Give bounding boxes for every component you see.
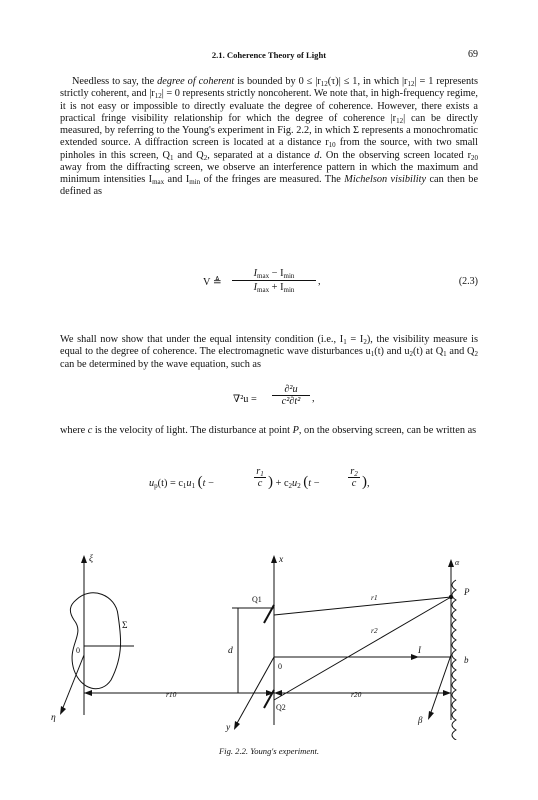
label-p: P: [464, 587, 470, 597]
running-head: 2.1. Coherence Theory of Light: [211, 50, 327, 60]
label-xi: ξ: [89, 554, 94, 564]
label-r10: r10: [166, 690, 177, 699]
label-q2: Q2: [276, 703, 286, 712]
label-eta: η: [51, 713, 56, 723]
fringe-pattern: [452, 580, 456, 740]
label-sigma: Σ: [122, 621, 128, 631]
label-d: d: [228, 646, 233, 656]
paragraph-wave-equation: We shall now show that under the equal intensity condition (i.e., $I_1 = I_2$), the visibility measure is equal to the degree of coherence. The electromagnetic wave disturbances $u_1(t)$ and $u_2(t)$ at $Q_1$ and $Q_2$ can be determined by the wave equation, such as: [60, 334, 479, 370]
label-y: y: [226, 723, 231, 733]
equation-number: (2.3): [458, 276, 478, 287]
label-b: b: [464, 655, 469, 665]
label-beta: β: [418, 715, 423, 725]
label-alpha: α: [455, 558, 460, 567]
label-q1: Q1: [252, 595, 262, 604]
label-r1: r1: [371, 593, 378, 602]
extended-source-sigma: [70, 593, 120, 689]
label-screen-origin: 0: [278, 662, 282, 671]
label-i: I: [418, 645, 421, 655]
young-experiment-figure: [46, 545, 496, 740]
paragraph-visibility: Needless to say, the degree of coherent is bounded by $0 \le |r_{12}(\tau)| \le 1$, in which $|r_{12}| = 1$ represents strictly coherent, and $|r_{12}| = 0$ represents strictly noncoherent. We note that, in high-frequency regime, it is not easy or impossible to directly evaluate the degree of coherence. However, there exists a practical fringe visibility relationship for which the degree of coherence $|r_{12}|$ can be directly measured, by referring to the Young's experiment in Fig. 2.2, in which Σ represents a monochromatic extended source. A diffraction screen is located at a distance $r_{10}$ from the source, with two small pinholes in this screen, $Q_1$ and $Q_2$, separated at a distance d. On the observing screen located $r_{20}$ away from the diffracting screen, we observe an interference pattern in which the maximum and minimum intensities $I_{max}$ and $I_{min}$ of the fringes are measured. The Michelson visibility can then be defined as: [60, 76, 479, 198]
page-header: [60, 50, 478, 64]
eta-axis: [62, 655, 84, 710]
paragraph-disturbance: where c is the velocity of light. The disturbance at point P, on the observing screen, can be written as: [60, 425, 477, 436]
label-r2: r2: [371, 626, 378, 635]
page-number: 69: [468, 49, 478, 60]
book-page: 2.1. Coherence Theory of Light 69 Needless to say, the degree of coherent is bounded by $0 \le |r_{12}(\tau)| \le 1$, in which $|r_{12}| = 1$ represents strictly coherent, and $|r_{12}| = 0$ represents strictly noncoherent. We note that, in high-frequency regime, it is not easy or impossible to directly evaluate the degree of coherence. However, there exists a practical fringe visibility relationship for which the degree of coherence $|r_{12}|$ can be directly measured, by referring to the Young's experiment in Fig. 2.2, in which Σ represents a monochromatic extended source. A diffraction screen is located at a distance $r_{10}$ from the source, with two small pinholes in this screen, $Q_1$ and $Q_2$, separated at a distance d. On the observing screen located $r_{20}$ away from the diffracting screen, we observe an interference pattern in which the maximum and minimum intensities $I_{max}$ and $I_{min}$ of the fringes are measured. The Michelson visibility can then be defined as V ≜ $I_{max} - I_{min}$ $I_{max} + I_{min}$ , (2.3) We shall now show that under the equal intensity condition (i.e., $I_1 = I_2$), the visibility measure is equal to the degree of coherence. The electromagnetic wave disturbances $u_1(t)$ and $u_2(t)$ at $Q_1$ and $Q_2$ can be determined by the wave equation, such as ∇²u = ∂²u c²∂t² , where c is the velocity of light. The disturbance at point P, on the observing screen, can be written as $u_p(t) = c_1u_1$ (t − $r_1$ c ) + $c_2u_2$ (t − $r_2$ c ), ξ Σ 0 η x Q1 Q2 d 0 y r10 r20 r1 r2 α P b I β Fig. 2.2. Young's experiment.: [0, 0, 538, 800]
figure-caption: Fig. 2.2. Young's experiment.: [218, 746, 320, 756]
label-r20: r20: [351, 690, 362, 699]
label-x: x: [279, 555, 284, 565]
label-source-origin: 0: [76, 646, 80, 655]
